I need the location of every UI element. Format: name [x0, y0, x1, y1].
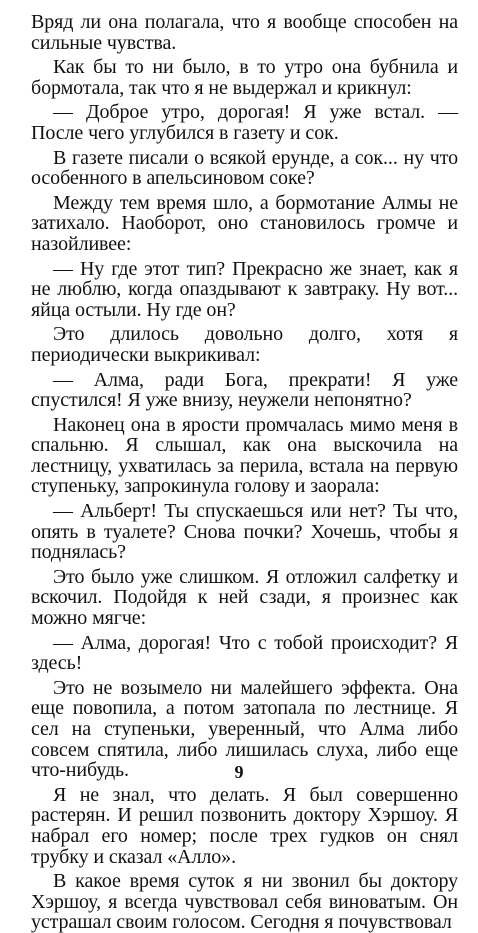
paragraph: — Алма, дорогая! Что с тобой происходит? Я здесь! [31, 631, 458, 675]
page-number: 9 [234, 762, 244, 782]
paragraph: — Альберт! Ты спускаешься или нет? Ты что, опять в туалете? Снова почки? Хочешь, чтобы я поднялась? [31, 500, 458, 564]
paragraph: — Алма, ради Бога, прекрати! Я уже спустился! Я уже внизу, неужели непонятно? [31, 368, 458, 412]
paragraph: Это было уже слишком. Я отложил салфетку и вскочил. Подойдя к ней сзади, я произнес как можно мягче: [31, 565, 458, 630]
paragraph: Наконец она в ярости промчалась мимо меня в спальню. Я слышал, как она выскочила на лестницу, ухватилась за перила, встала на первую ступеньку, запрокинула голову и заорала: [31, 413, 458, 498]
paragraph: В газете писали о всякой ерунде, а сок... ну что особенного в апельсиновом соке? [31, 146, 458, 190]
paragraph: Это длилось довольно долго, хотя я периодически выкрикивал: [31, 323, 458, 366]
paragraph: — Доброе утро, дорогая! Я уже встал. — После чего углубился в газету и сок. [31, 101, 458, 144]
paragraph: Вряд ли она полагала, что я вообще способен на сильные чувства. [31, 11, 458, 54]
paragraph: Это не возымело ни малейшего эффекта. Она еще повопила, а потом затопала по лестнице. Я сел на ступеньки, уверенный, что Алма либо совсем спятила, либо лишилась слуха, либо еще что-нибудь. [31, 676, 458, 782]
paragraph: Как бы то ни было, в то утро она бубнила и бормотала, так что я не выдержал и крикнул: [31, 56, 458, 99]
paragraph: Я не знал, что делать. Я был совершенно растерян. И решил позвонить доктору Хэршоу. Я набрал его номер; после трех гудков он снял трубку и сказал «Алло». [31, 783, 458, 868]
paragraph: В какое время суток я ни звонил бы доктору Хэршоу, я всегда чувствовал себя виноватым. Он устрашал своим голосом. Сегодня я почувствовал [31, 870, 458, 933]
paragraph: — Ну где этот тип? Прекрасно же знает, как я не люблю, когда опаздывают к завтраку. Ну вот... яйца остыли. Ну где он? [31, 257, 458, 321]
paragraph: Между тем время шло, а бормотание Алмы не затихало. Наоборот, оно становилось громче и назойливее: [31, 191, 458, 255]
page-text [31, 12, 458, 933]
